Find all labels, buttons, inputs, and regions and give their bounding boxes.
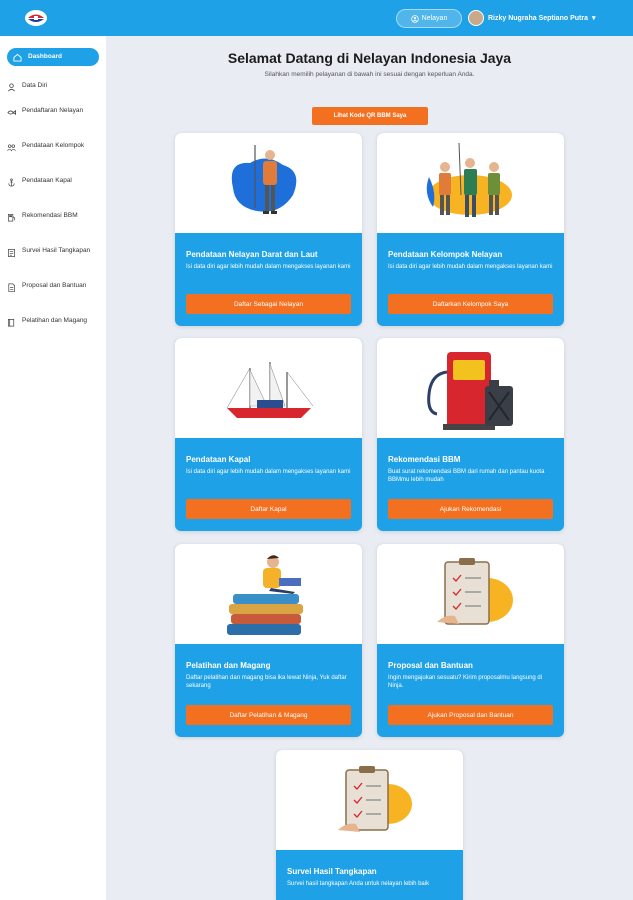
user-icon: [7, 83, 16, 92]
chevron-down-icon: ▾: [591, 15, 596, 22]
nelayan-role-button[interactable]: [396, 9, 462, 28]
daftar-kapal-button[interactable]: Daftar Kapal: [186, 499, 351, 519]
sidebar-item-rekomendasi-bbm[interactable]: [7, 212, 99, 222]
fuel-icon: [7, 213, 16, 222]
sidebar-item-label: Survei Hasil Tangkapan: [22, 247, 91, 254]
fuel-pump-illustration: [377, 338, 564, 438]
card-description: Survei hasil tangkapan Anda untuk nelayan lebih baik: [287, 881, 430, 887]
sidebar-item-proposal-dan-bantuan[interactable]: [7, 282, 99, 292]
card-pendataan-kapal: [175, 338, 362, 531]
sidebar-item-label: Pendataan Kapal: [22, 177, 72, 184]
sidebar-item-label: Data Diri: [22, 82, 48, 89]
card-title: Survei Hasil Tangkapan: [287, 867, 377, 876]
card-description: Isi data diri agar lebih mudah dalam mengakses layanan kami: [388, 264, 553, 270]
ship-illustration: [175, 338, 362, 438]
card-title: Pendataan Kapal: [186, 455, 251, 464]
study-books-illustration: [175, 544, 362, 644]
page-subtitle: Silahkan memilih pelayanan di bawah ini sesuai dengan keperluan Anda.: [264, 71, 475, 78]
nelayan-label: Nelayan: [421, 15, 448, 22]
sidebar-item-label: Pendataan Kelompok: [22, 142, 85, 149]
card-title: Pendataan Kelompok Nelayan: [388, 250, 503, 259]
clipboard-icon: [7, 248, 16, 257]
checklist-illustration: [276, 750, 463, 850]
daftar-nelayan-button[interactable]: Daftar Sebagai Nelayan: [186, 294, 351, 314]
sidebar-item-pendaftaran-nelayan[interactable]: [7, 107, 99, 117]
card-title: Pendataan Nelayan Darat dan Laut: [186, 250, 318, 259]
sidebar-item-label: Proposal dan Bantuan: [22, 282, 87, 289]
sidebar-item-label: Pelatihan dan Magang: [22, 317, 88, 324]
user-menu[interactable]: [468, 8, 595, 28]
card-proposal-bantuan: [377, 544, 564, 737]
user-circle-icon: [411, 15, 419, 23]
sidebar: [0, 36, 106, 900]
daftarkan-kelompok-button[interactable]: Daftarkan Kelompok Saya: [388, 294, 553, 314]
sidebar-item-dashboard[interactable]: [7, 48, 99, 66]
card-description: Ingin mengajukan sesuatu? Kirim proposalmu langsung di Ninja.: [388, 675, 543, 690]
sidebar-item-data-diri[interactable]: [7, 82, 99, 92]
page-title: Selamat Datang di Nelayan Indonesia Jaya: [227, 50, 512, 66]
qr-code-button[interactable]: Lihat Kode QR BBM Saya: [312, 107, 428, 125]
sidebar-item-label: Rekomendasi BBM: [22, 212, 78, 219]
card-title: Pelatihan dan Magang: [186, 661, 271, 670]
sidebar-item-survei-hasil-tangkapan[interactable]: [7, 247, 99, 257]
avatar: [468, 10, 484, 26]
fisherman-illustration: [175, 133, 362, 233]
sidebar-item-pendataan-kapal[interactable]: [7, 177, 99, 187]
card-rekomendasi-bbm: [377, 338, 564, 531]
card-survei-hasil-tangkapan: [276, 750, 463, 900]
group-icon: [7, 143, 16, 152]
book-icon: [7, 318, 16, 327]
fisherman-group-illustration: [377, 133, 564, 233]
checklist-illustration: [377, 544, 564, 644]
card-pelatihan-magang: [175, 544, 362, 737]
home-icon: [13, 53, 22, 62]
daftar-pelatihan-button[interactable]: Daftar Pelatihan & Magang: [186, 705, 351, 725]
app-logo-icon[interactable]: [24, 9, 48, 27]
top-navbar: [0, 0, 633, 36]
sidebar-item-label: Pendaftaran Nelayan: [22, 107, 84, 114]
card-description: Isi data diri agar lebih mudah dalam mengakses layanan kami: [186, 264, 351, 270]
ajukan-proposal-button[interactable]: Ajukan Proposal dan Bantuan: [388, 705, 553, 725]
card-title: Rekomendasi BBM: [388, 455, 461, 464]
card-description: Daftar pelatihan dan magang bisa ika lewat Ninja, Yuk daftar sekarang: [186, 675, 347, 690]
sidebar-item-pendataan-kelompok[interactable]: [7, 142, 99, 152]
sidebar-item-label: Dashboard: [28, 52, 62, 60]
card-pendataan-kelompok: [377, 133, 564, 326]
card-description: Buat surat rekomendasi BBM dari rumah dan pantau kuota BBMmu lebih mudah: [388, 469, 545, 484]
card-pendataan-nelayan: [175, 133, 362, 326]
anchor-icon: [7, 178, 16, 187]
card-description: Isi data diri agar lebih mudah dalam mengakses layanan kami: [186, 469, 351, 475]
ajukan-rekomendasi-button[interactable]: Ajukan Rekomendasi: [388, 499, 553, 519]
sidebar-item-pelatihan-dan-magang[interactable]: [7, 317, 99, 327]
user-name: Rizky Nugraha Septiano Putra: [488, 14, 588, 22]
fish-icon: [7, 108, 16, 117]
document-icon: [7, 283, 16, 292]
card-title: Proposal dan Bantuan: [388, 661, 473, 670]
